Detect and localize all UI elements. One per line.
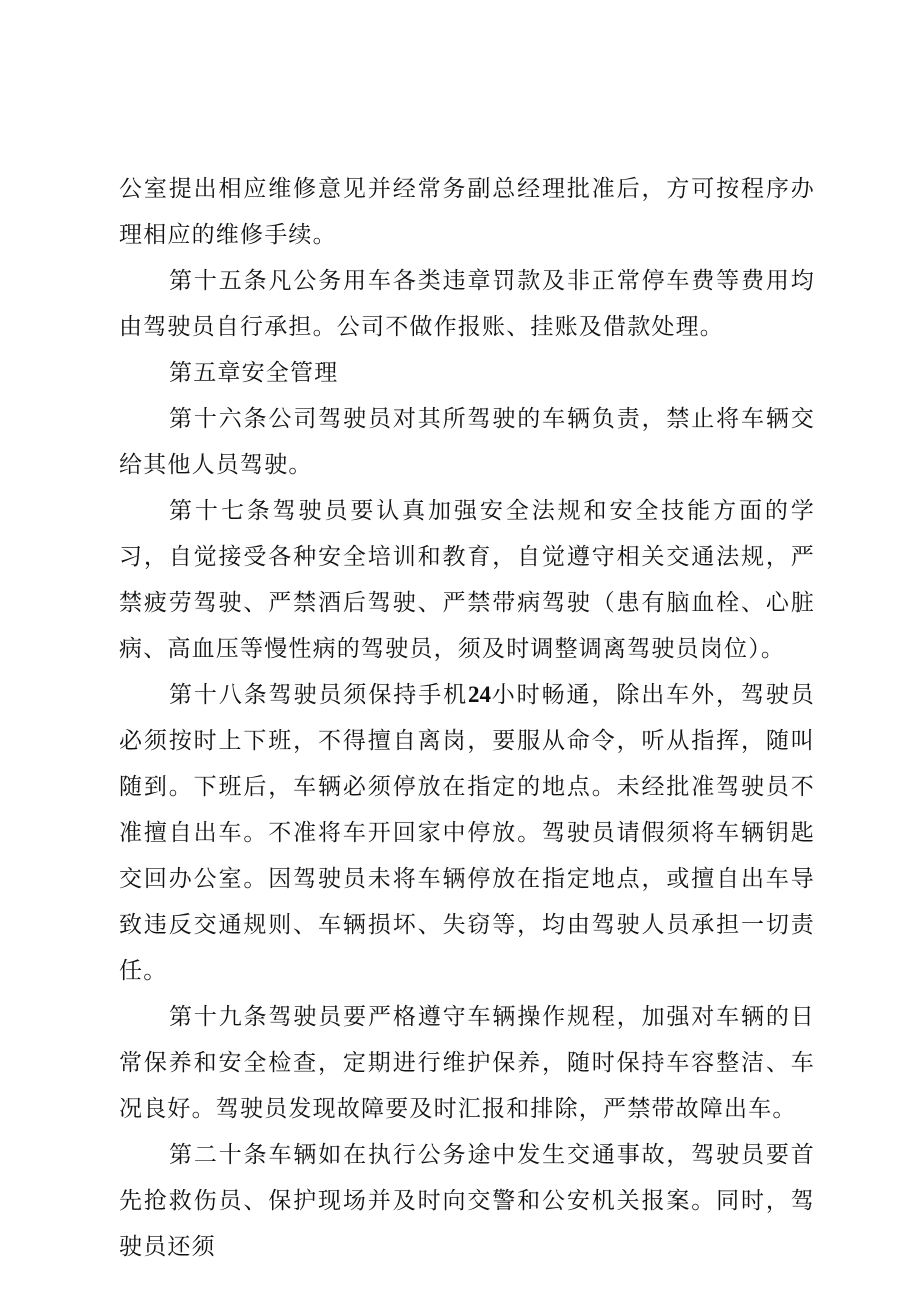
chapter-heading: 第五章安全管理 [169, 360, 339, 386]
article-18-text-before: 第十八条驾驶员须保持手机 [169, 682, 469, 708]
paragraph-article-19: 第十九条驾驶员要严格遵守车辆操作规程，加强对车辆的日常保养和安全检查，定期进行维护保养，随时保持车容整洁、车况良好。驾驶员发现故障要及时汇报和排除，严禁带故障出车。 [119, 1004, 815, 1122]
document-body [119, 166, 815, 1270]
article-18-text-after: 小时畅通，除出车外，驾驶员必须按时上下班，不得擅自离岗，要服从命令，听从指挥，随叫随到。下班后，车辆必须停放在指定的地点。未经批准驾驶员不准擅自出车。不准将车开回家中停放。驾驶员请假须将车辆钥匙交回办公室。因驾驶员未将车辆停放在指定地点，或擅自出车导致违反交通规则、车辆损坏、失窃等，均由驾驶人员承担一切责任。 [119, 682, 815, 984]
article-18-hours-number: 24 [468, 682, 492, 707]
paragraph-article-15: 第十五条凡公务用车各类违章罚款及非正常停车费等费用均由驾驶员自行承担。公司不做作报账、挂账及借款处理。 [119, 268, 815, 340]
paragraph-article-20: 第二十条车辆如在执行公务途中发生交通事故，驾驶员要首先抢救伤员、保护现场并及时向交警和公安机关报案。同时，驾驶员还须 [119, 1142, 815, 1260]
paragraph-article-16: 第十六条公司驾驶员对其所驾驶的车辆负责，禁止将车辆交给其他人员驾驶。 [119, 406, 815, 478]
paragraph-continuation: 公室提出相应维修意见并经常务副总经理批准后，方可按程序办理相应的维修手续。 [119, 176, 815, 248]
paragraph-article-17: 第十七条驾驶员要认真加强安全法规和安全技能方面的学习，自觉接受各种安全培训和教育，自觉遵守相关交通法规，严禁疲劳驾驶、严禁酒后驾驶、严禁带病驾驶（患有脑血栓、心脏病、高血压等慢性病的驾驶员，须及时调整调离驾驶员岗位）。 [119, 498, 815, 662]
paragraph-article-18 [119, 672, 815, 994]
